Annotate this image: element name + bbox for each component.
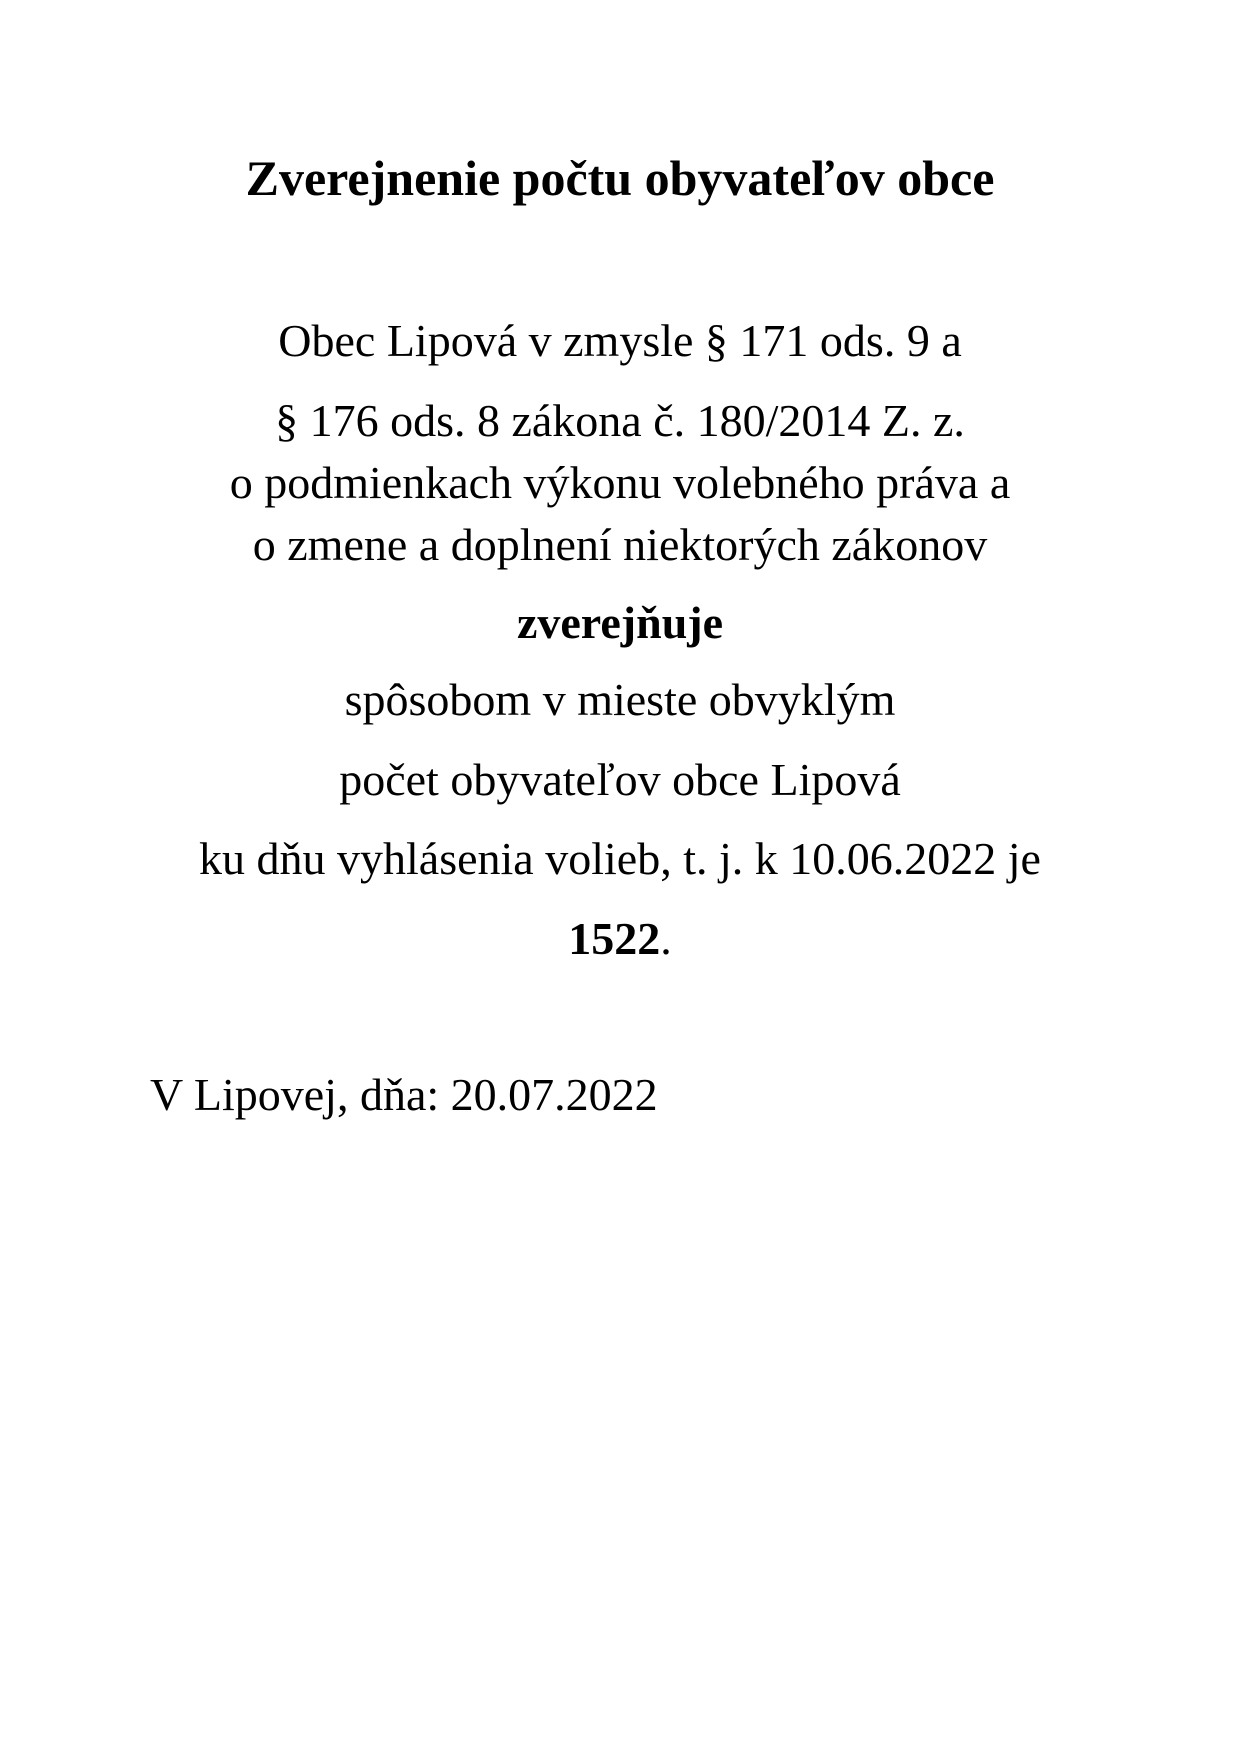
population-suffix: . [660, 913, 672, 964]
intro-line-4: o zmene a doplnení niektorých zákonov [252, 519, 988, 570]
body-line-1: spôsobom v mieste obvyklým [344, 674, 896, 725]
place-date: V Lipovej, dňa: 20.07.2022 [150, 1069, 658, 1120]
intro-line-1: Obec Lipová v zmysle § 171 ods. 9 a [278, 315, 962, 366]
intro-line-3: o podmienkach výkonu volebného práva a [229, 457, 1011, 508]
population-line [0, 911, 1240, 967]
intro-line-2: § 176 ods. 8 zákona č. 180/2014 Z. z. [275, 395, 965, 446]
document-title: Zverejnenie počtu obyvateľov obce [245, 150, 995, 206]
body-line-3: ku dňu vyhlásenia volieb, t. j. k 10.06.2022 je [199, 833, 1041, 884]
body-line-2: počet obyvateľov obce Lipová [339, 754, 901, 805]
population-count: 1522 [568, 913, 661, 964]
announce-word: zverejňuje [516, 597, 724, 648]
